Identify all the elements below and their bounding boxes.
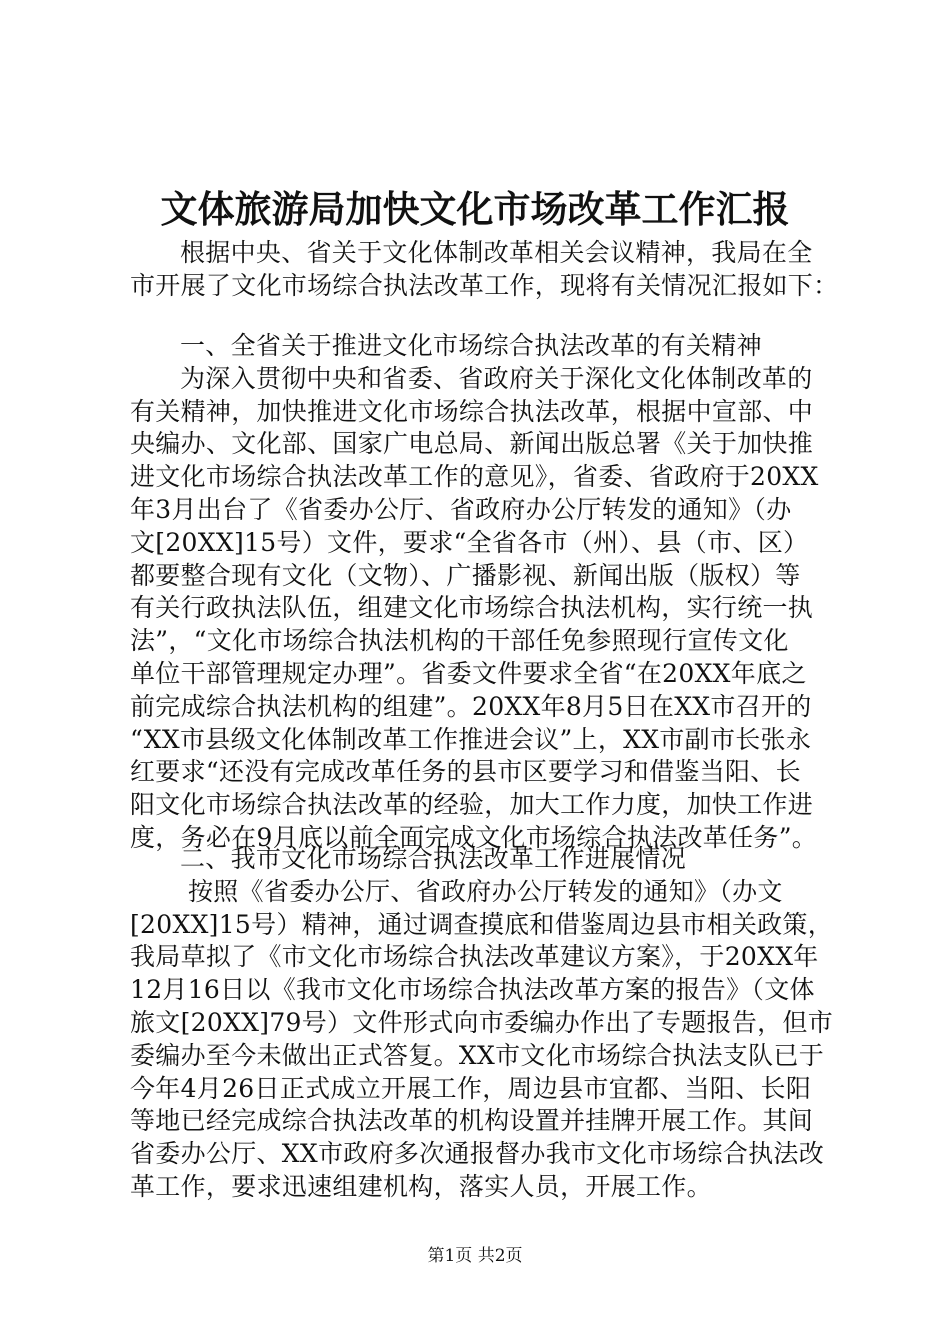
paragraph-line: 法”，“文化市场综合执法机构的干部任免参照现行宣传文化	[130, 626, 789, 656]
section-1	[130, 330, 850, 855]
paragraph-line: 进文化市场综合执法改革工作的意见》，省委、省政府于20XX	[130, 462, 819, 492]
paragraph-line: 都要整合现有文化（文物）、广播影视、新闻出版（版权）等	[130, 560, 801, 590]
paragraph-line: 为深入贯彻中央和省委、省政府关于深化文化体制改革的	[180, 363, 813, 393]
paragraph-line: [20XX]15号）精神，通过调查摸底和借鉴周边县市相关政策，	[130, 909, 834, 939]
paragraph-line: 有关行政执法队伍，组建文化市场综合执法机构，实行统一执	[130, 593, 814, 623]
paragraph-line: 革工作，要求迅速组建机构，落实人员，开展工作。	[130, 1171, 712, 1201]
paragraph-line: 有关精神，加快推进文化市场综合执法改革，根据中宣部、中	[130, 396, 814, 426]
paragraph-line: 年3月出台了《省委办公厅、省政府办公厅转发的通知》（办	[130, 494, 792, 524]
paragraph-line: 等地已经完成综合执法改革的机构设置并挂牌开展工作。其间	[130, 1106, 814, 1136]
paragraph-line: 我局草拟了《市文化市场综合执法改革建议方案》，于20XX年	[130, 942, 819, 972]
paragraph-line: 委编办至今未做出正式答复。XX市文化市场综合执法支队已于	[130, 1040, 824, 1070]
paragraph-line: 按照《省委办公厅、省政府办公厅转发的通知》（办文	[188, 876, 783, 906]
intro-paragraph	[130, 237, 850, 303]
page-footer: 第1页 共2页	[427, 1246, 523, 1266]
section-heading: 一、全省关于推进文化市场综合执法改革的有关精神	[180, 331, 762, 360]
paragraph-line: 前完成综合执法机构的组建”。20XX年8月5日在XX市召开的	[130, 691, 812, 721]
paragraph-line: “XX市县级文化体制改革工作推进会议”上，XX市副市长张永	[130, 724, 812, 754]
paragraph-line: 度，务必在9月底以前全面完成文化市场综合执法改革任务”。	[130, 822, 818, 852]
paragraph-line: 阳文化市场综合执法改革的经验，加大工作力度，加快工作进	[130, 790, 814, 820]
section-heading: 二、我市文化市场综合执法改革工作进展情况	[180, 844, 687, 873]
paragraph-line: 今年4月26日正式成立开展工作，周边县市宜都、当阳、长阳	[130, 1073, 812, 1103]
paragraph-line: 根据中央、省关于文化体制改革相关会议精神，我局在全	[180, 238, 813, 267]
paragraph-line: 单位干部管理规定办理”。省委文件要求全省“在20XX年底之	[130, 658, 807, 688]
section-2	[130, 843, 850, 1204]
paragraph-line: 省委办公厅、XX市政府多次通报督办我市文化市场综合执法改	[130, 1139, 824, 1169]
paragraph-line: 市开展了文化市场综合执法改革工作，现将有关情况汇报如下：	[130, 270, 839, 300]
document-title: 文体旅游局加快文化市场改革工作汇报	[160, 187, 790, 231]
paragraph-line: 央编办、文化部、国家广电总局、新闻出版总署《关于加快推	[130, 429, 814, 459]
paragraph-line: 12月16日以《我市文化市场综合执法改革方案的报告》（文体	[130, 975, 815, 1005]
paragraph-line: 旅文[20XX]79号）文件形式向市委编办作出了专题报告，但市	[130, 1007, 834, 1037]
paragraph-line: 文[20XX]15号）文件，要求“全省各市（州）、县（市、区）	[130, 527, 809, 557]
paragraph-line: 红要求“还没有完成改革任务的县市区要学习和借鉴当阳、长	[130, 757, 801, 787]
